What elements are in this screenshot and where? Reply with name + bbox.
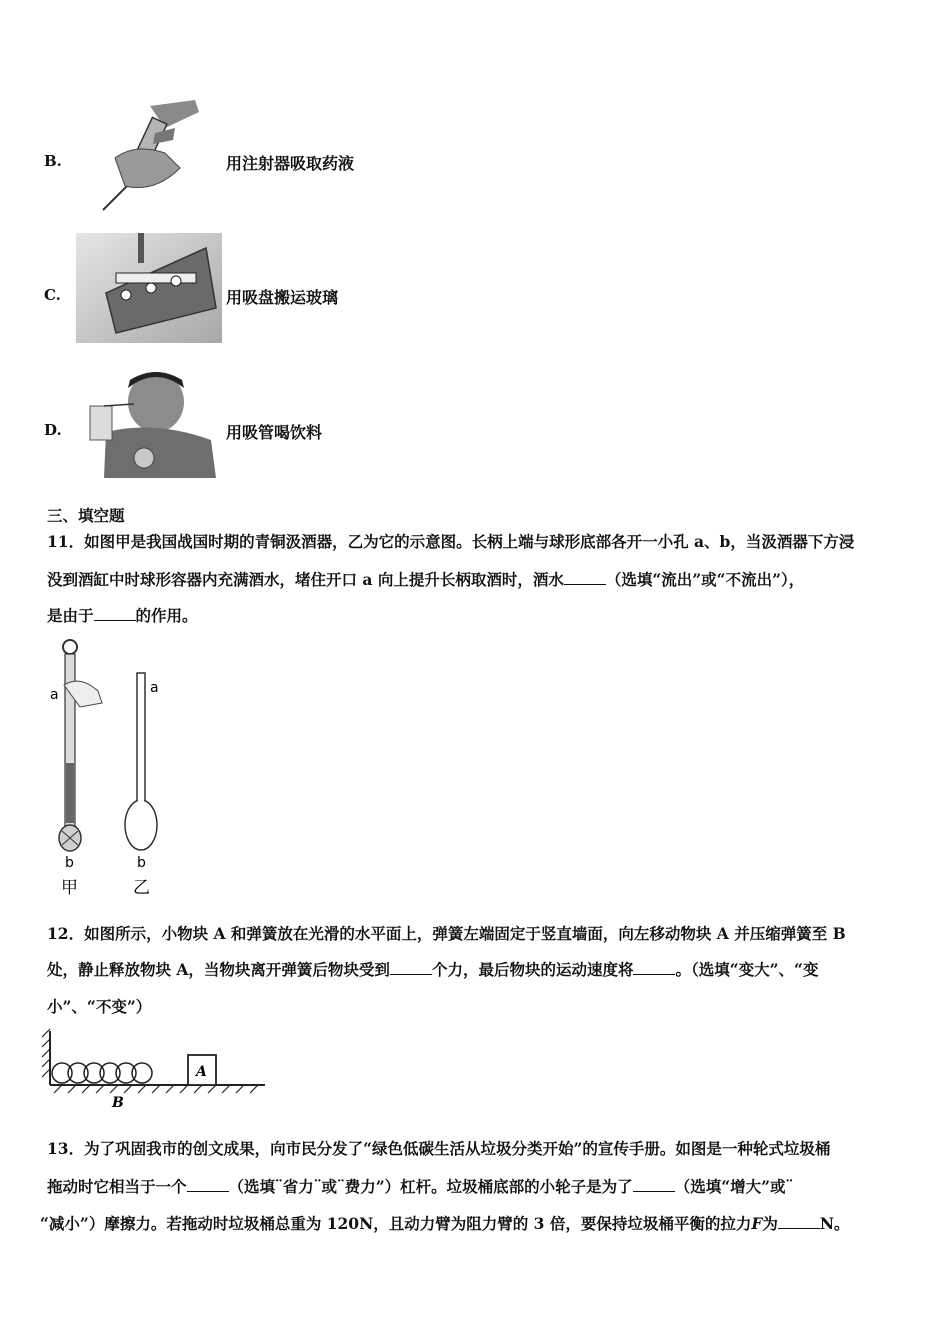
wall-hatching bbox=[42, 1029, 50, 1077]
option-c-label: C. bbox=[44, 286, 61, 304]
q13-line3-text-c: 为 bbox=[762, 1214, 778, 1233]
option-d-label: D. bbox=[44, 421, 62, 439]
q13-line3-text-d: N。 bbox=[819, 1214, 850, 1233]
q11-line3-text-b: 的作用。 bbox=[135, 606, 198, 625]
yi-handle bbox=[137, 673, 145, 808]
q12-line2 bbox=[47, 958, 818, 980]
yi-neck-mask bbox=[138, 796, 144, 806]
jia-caption: 甲 bbox=[61, 878, 78, 898]
q13-line3-text-a: “减小”）摩擦力。若拖动时垃圾桶总重为 120N，且动力臂为阻力臂的 3 倍，要保持垃圾桶平衡的拉力 bbox=[40, 1214, 752, 1233]
q11-line2 bbox=[47, 568, 804, 590]
yi-caption: 乙 bbox=[133, 878, 150, 898]
option-c-text: 用吸盘搬运玻璃 bbox=[226, 288, 339, 307]
point-b-label: B bbox=[112, 1095, 124, 1111]
jia-label-a: a bbox=[50, 687, 59, 703]
jia-top-ring bbox=[63, 640, 77, 654]
q11-line2-text-a: 没到酒缸中时球形容器内充满酒水，堵住开口 a 向上提升长柄取酒时，酒水 bbox=[47, 570, 564, 589]
q12-line2-text-b: 个力，最后物块的运动速度将 bbox=[431, 960, 634, 979]
q12-figure bbox=[40, 1023, 275, 1113]
q13-line2-text-b: （选填¨省力¨或¨费力”）杠杆。垃圾桶底部的小轮子是为了 bbox=[228, 1177, 633, 1196]
jia-handle-lower bbox=[66, 763, 74, 823]
q13-line2 bbox=[47, 1175, 793, 1197]
option-b-label: B. bbox=[44, 152, 62, 170]
q12-line1: 12．如图所示，小物块 A 和弹簧放在光滑的水平面上，弹簧左端固定于竖直墙面，向左移动物块 A 并压缩弹簧至 B bbox=[47, 924, 846, 943]
spring bbox=[52, 1063, 152, 1083]
option-d-text: 用吸管喝饮料 bbox=[226, 423, 323, 442]
q12-blank-2[interactable] bbox=[633, 960, 675, 975]
q11-blank-1[interactable] bbox=[564, 570, 606, 585]
q11-line3 bbox=[47, 604, 198, 626]
q12-line2-text-a: 处，静止释放物块 A，当物块离开弹簧后物块受到 bbox=[47, 960, 390, 979]
q13-line2-text-a: 拖动时它相当于一个 bbox=[47, 1177, 187, 1196]
q13-line1: 13．为了巩固我市的创文成果，向市民分发了“绿色低碳生活从垃圾分类开始”的宣传手册。如图是一种轮式垃圾桶 bbox=[47, 1139, 831, 1158]
q12-line2-text-c: 。（选填“变大”、“变 bbox=[675, 960, 819, 979]
option-b-text: 用注射器吸取药液 bbox=[226, 154, 355, 173]
yi-label-a: a bbox=[150, 680, 159, 696]
q13-line3-var-f: F bbox=[751, 1214, 763, 1233]
q11-blank-2[interactable] bbox=[94, 606, 136, 621]
q12-blank-1[interactable] bbox=[390, 960, 432, 975]
q13-blank-2[interactable] bbox=[633, 1177, 675, 1192]
q13-line3 bbox=[40, 1212, 850, 1234]
suction-cup-glass-photo bbox=[76, 233, 222, 343]
yi-label-b: b bbox=[137, 855, 146, 871]
q13-line2-text-c: （选填“增大”或¨ bbox=[674, 1177, 794, 1196]
q12-line3: 小”、“不变”） bbox=[47, 997, 152, 1016]
boy-drinking-straw-photo bbox=[76, 370, 222, 478]
syringe-photo bbox=[95, 98, 205, 213]
q13-blank-3[interactable] bbox=[778, 1214, 820, 1229]
q11-figure bbox=[40, 633, 180, 903]
q11-line2-text-b: （选填“流出”或“不流出”）， bbox=[605, 570, 805, 589]
jia-label-b: b bbox=[65, 855, 74, 871]
block-a-label: A bbox=[196, 1064, 207, 1080]
yi-bulb bbox=[125, 800, 157, 850]
q13-blank-1[interactable] bbox=[187, 1177, 229, 1192]
ground-hatching bbox=[54, 1085, 258, 1093]
q11-line1: 11．如图甲是我国战国时期的青铜汲酒器，乙为它的示意图。长柄上端与球形底部各开一小孔 a、b，当汲酒器下方浸 bbox=[47, 532, 855, 551]
q11-line3-text-a: 是由于 bbox=[47, 606, 94, 625]
section-title: 三、填空题 bbox=[47, 506, 125, 525]
